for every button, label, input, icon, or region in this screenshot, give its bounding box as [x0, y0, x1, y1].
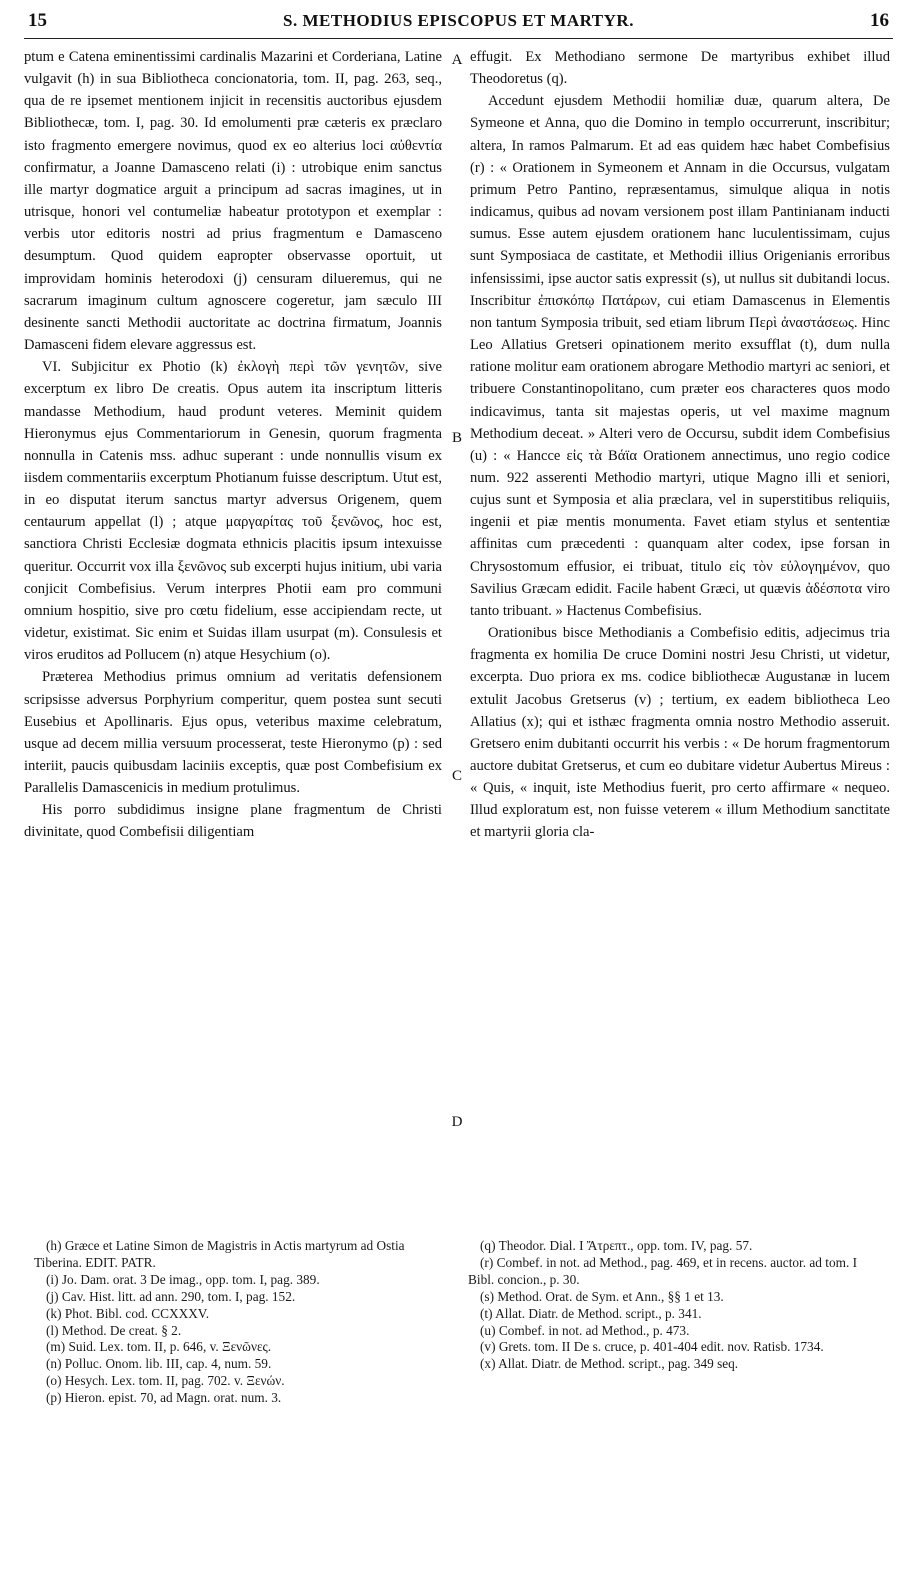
margin-marker-c: C — [451, 768, 462, 784]
right-column — [470, 46, 890, 844]
footnote-x: (x) Allat. Diatr. de Method. script., pag. 349 seq. — [480, 1356, 739, 1372]
footnote-k: (k) Phot. Bibl. cod. CCXXXV. — [46, 1305, 210, 1321]
left-paragraph-3: Præterea Methodius primus omnium ad veritatis defensionem scripsisse adversus Porphyrium comperitur, quem postea sunt secuti Eusebius et Apollinaris. Ejus opus, veteribus maxime celebratum, usque ad decem millia versuum processerat, teste Hieronymo (p) : sed interiit, paucis quibusdam laciniis exceptis, quæ post Combefisium ex Parallelis Damascenicis in medium protulimus. — [24, 669, 442, 797]
footnote-q: (q) Theodor. Dial. I Ἄτρεπτ., opp. tom. IV, pag. 57. — [480, 1238, 753, 1253]
running-head — [22, 10, 895, 40]
left-paragraph-4: His porro subdidimus insigne plane fragmentum de Christi divinitate, quod Combefisii diligentiam — [24, 802, 442, 841]
left-paragraph-1: ptum e Catena eminentissimi cardinalis Mazarini et Corderiana, Latine vulgavit (h) in sua Bibliotheca concionatoria, tom. II, pag. 263, seq., qua de re ipsemet mentionem injicit in recensitis auctoribus ejusdem Bibliothecæ, tom. I, pag. 30. Id emolumenti præ cæteris ex præclaro isto fragmento emergere novimus, quod ex eo alterius loci αὐθεντία confirmatur, a Joanne Damasceno relati (i) : utrobique enim sanctus ille martyr dogmatice arguit a principum ad sacras imagines, ut in utrisque, honori vel contumeliæ habeatur prototypon et exemplar : verbis utor editoris nostri ad prius fragmentum e Damasceno desumptum. Quod quidem eapropter observasse oportuit, ut improvidam hominis heterodoxi (j) censuram dilueremus, qui ne sacrarum imaginum cultum agnoscere cogeretur, jam sæculo III desinente sancti Methodii auctoritate ac doctrina firmatum, Joannis Damasceni fidem elevare aggressus est. — [24, 49, 442, 354]
footnote-r: (r) Combef. in not. ad Method., pag. 469, et in recens. auctor. ad tom. I Bibl. concion., p. 30. — [468, 1254, 858, 1287]
right-paragraph-1: effugit. Ex Methodiano sermone De martyribus exhibet illud Theodoretus (q). — [470, 49, 890, 88]
footnote-s: (s) Method. Orat. de Sym. et Ann., §§ 1 et 13. — [480, 1288, 724, 1304]
footnote-p: (p) Hieron. epist. 70, ad Magn. orat. num. 3. — [46, 1390, 282, 1406]
left-paragraph-2: VI. Subjicitur ex Photio (k) ἐκλογὴ περὶ τῶν γενητῶν, sive excerptum ex libro De creatis. Opus autem ita inscriptum litteris mandasse Methodium, haud produnt veteres. Meminit quidem Hieronymus ejus Commentariorum in Genesin, quorum fragmenta nonnulla in Catenis mss. adhuc superant : unde nonnullis visum ex iisdem commentariis excerptum Photianum fuisse descriptum. Utut est, in eo disputat iterum sanctus martyr adversus Origenem, quem centaurum appellat (l) ; atque μαργαρίτας τοῦ ξενῶνος, hoc est, sanctiora Christi Ecclesiæ dogmata ethnicis placitis ipsum intexuisse queritur. Occurrit vox illa ξενῶνος sub excerpti hujus initium, ubi varia conjicit Combefisius. Verum interpres Photii eam pro communi omnium hospitio, sive pro cœtu fidelium, esse accipiendam recte, ut videtur, existimat. Sic enim et Suidas illam usurpat (m). Consulesis et viros eruditos ad Pollucem (n) atque Hesychium (o). — [24, 359, 442, 664]
page-number-left: 15 — [28, 10, 47, 31]
left-column — [24, 46, 442, 844]
footnotes-right — [468, 1238, 883, 1373]
footnote-m: (m) Suid. Lex. tom. II, p. 646, v. Ξενῶνες. — [46, 1339, 272, 1355]
footnotes-left — [34, 1238, 436, 1407]
footnote-o: (o) Hesych. Lex. tom. II, pag. 702. v. Ξενών. — [46, 1373, 285, 1389]
footnote-j: (j) Cav. Hist. litt. ad ann. 290, tom. I, pag. 152. — [46, 1288, 296, 1304]
running-title: S. METHODIUS EPISCOPUS ET MARTYR. — [283, 11, 634, 30]
footnote-h: (h) Græce et Latine Simon de Magistris in Actis martyrum ad Ostia Tiberina. EDIT. PATR. — [34, 1238, 405, 1270]
footnote-i: (i) Jo. Dam. orat. 3 De imag., opp. tom. I, pag. 389. — [46, 1271, 320, 1287]
page-number-right: 16 — [870, 10, 889, 31]
margin-marker-a: A — [451, 52, 463, 68]
footnote-t: (t) Allat. Diatr. de Method. script., p. 341. — [480, 1305, 702, 1321]
right-paragraph-3: Orationibus bisce Methodianis a Combefisio editis, adjecimus tria fragmenta ex homilia De cruce Domini nostri Jesu Christi, ut videtur, excerpta. Duo priora ex ms. codice bibliothecæ Augustanæ in lucem extulit Jacobus Gretserus (v) ; tertium, ex eadem bibliotheca Leo Allatius (x); qui et isthæc fragmenta omnia nostro Methodio asseruit. Gretsero enim dubitanti occurrit his verbis : « De horum fragmentorum auctore dubitat Gretserus, et cum eo dubitare videtur Aubertus Mireus : « Quis, « inquit, iste Methodius fuerit, pro certo affirmare « nequeo. Illud exploratum est, non fuisse veterem « illum Methodium sanctitate et martyrii gloria cla- — [470, 625, 890, 841]
footnote-u: (u) Combef. in not. ad Method., p. 473. — [480, 1322, 690, 1338]
header-rule — [24, 38, 893, 39]
margin-marker-d: D — [451, 1114, 463, 1130]
right-paragraph-2: Accedunt ejusdem Methodii homiliæ duæ, quarum altera, De Symeone et Anna, quo die Domino in templo occurrerunt, inscribitur; altera, In ramos Palmarum. Et ad eas quidem hæc habet Combefisius (r) : « Orationem in Symeonem et Annam in die Occursus, vulgatam primum Petro Pantino, repræsentamus, simulque aliqua in notis indicamus, quibus ad novam versionem post illam Pantinianam inducti sumus. Esse autem ejusdem orationem hanc luculentissimam, cujus sunt Symposiaca de castitate, et Methodii illius Origenianis erroribus infensissimi, ipse auctor satis expressit (s), ut nullus sit dubitandi locus. Inscribitur ἐπισκόπῳ Πατάρων, cui etiam Damascenus in Elementis non tantum Symposia tribuit, sed etiam librum Περὶ ἀναστάσεως. Hinc Leo Allatius Gretseri opinationem merito exsufflat (t), dum nulla ratione molitur eam orationem abrogare Methodio martyri ac seniori, et tribuere Constantinopolitano, cum præter eos characteres quos modo indicavimus, tanta sit majestas operis, ut vel maxime magnum Methodium deceat. » Alteri vero de Occursu, subdit idem Combefisius (u) : « Hancce εἰς τὰ Βάϊα Orationem annectimus, uno regio codice num. 922 asserenti Methodio martyri, utique Magno illi et seniori, cujus sunt et Symposia et alia præclara, vel in superstitibus reliquiis, ingenii et piæ mentis monumenta. Favet etiam stylus et sententiæ affinitas cum præcedenti : quanquam alter codex, ipse forsan in Chrysostomum effusior, ei tribuat, titulo εἰς τὸν εὐλογημένον, quo Savilius Græcam edidit. Facile habent Græci, ut quævis ἀδέσποτα viro tanto tribuant. » Hactenus Combefisius. — [470, 93, 890, 619]
footnote-n: (n) Polluc. Onom. lib. III, cap. 4, num. 59. — [46, 1356, 272, 1372]
footnote-v: (v) Grets. tom. II De s. cruce, p. 401-404 edit. nov. Ratisb. 1734. — [480, 1339, 824, 1355]
footnote-l: (l) Method. De creat. § 2. — [46, 1322, 182, 1338]
margin-marker-b: B — [451, 430, 462, 446]
